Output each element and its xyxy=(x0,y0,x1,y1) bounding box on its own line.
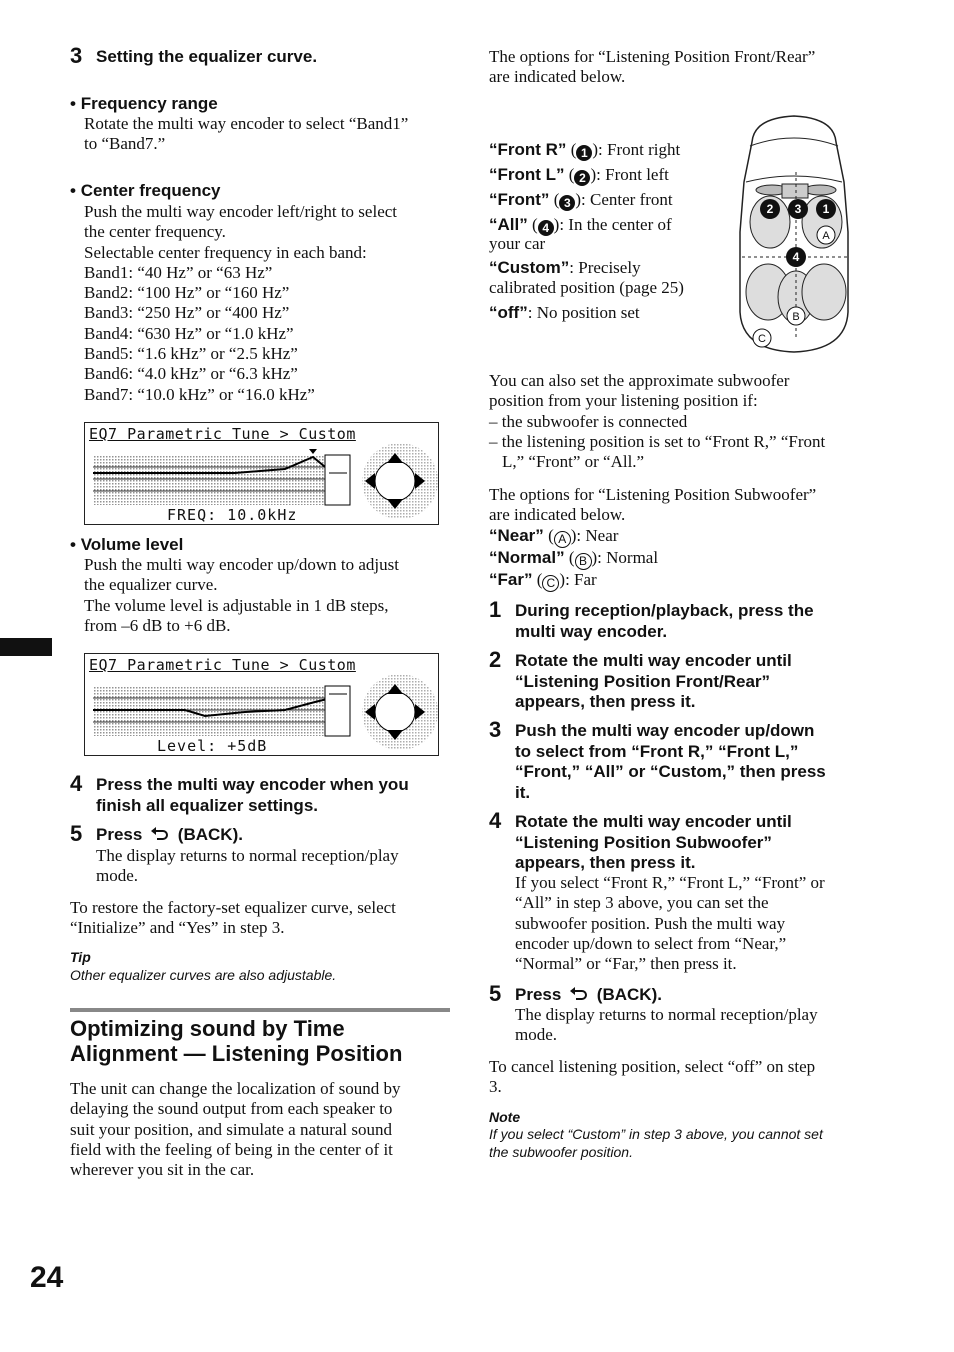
step-1-title: During reception/playback, press the multi way encoder. xyxy=(515,601,814,641)
center-frequency-text: Push the multi way encoder left/right to select the center frequency. Selectable center frequency in each band: Band1: “40 Hz” or “63 Hz” Band2: “100 Hz” or “160 Hz” Band3: “250 Hz” or “400 Hz” Band4: “630 Hz” or “1.0 kHz” Band5: “1.6 kHz” or “2.5 kHz” Band6: “4.0 kHz” or “6.3 kHz” Band7: “10.0 kHz” or “16.0 kHz” xyxy=(84,202,398,404)
step-4r-text: If you select “Front R,” “Front L,” “Front” or “All” in step 3 above, you can set the subwoofer position. Push the multi way encoder up/down to select from “Near,” “Normal” or “Far,” then press it. xyxy=(515,873,825,974)
eq-display-level xyxy=(84,653,439,756)
tip-text: Other equalizer curves are also adjustable. xyxy=(70,967,337,983)
section-divider xyxy=(70,1008,450,1012)
frequency-range-heading: • Frequency range xyxy=(70,94,218,113)
step-5r-text: The display returns to normal reception/play mode. xyxy=(515,1005,818,1045)
restore-text: To restore the factory-set equalizer curve, select “Initialize” and “Yes” in step 3. xyxy=(70,898,396,938)
option-far: “Far” ( C ): Far xyxy=(489,569,597,590)
option-custom: “Custom”: Precisely calibrated position (page 25) xyxy=(489,258,684,298)
step-3r-title: Push the multi way encoder up/down to select from “Front R,” “Front L,” “Front,” “All” or “Custom,” then press it. xyxy=(515,721,826,802)
option-front-l: “Front L” ( 2 ): Front left xyxy=(489,165,669,185)
option-all-cont: your car xyxy=(489,234,546,253)
option-off: “off”: No position set xyxy=(489,303,640,322)
option-all: “All” ( 4 ): In the center of xyxy=(489,215,672,235)
eq-display-footer: Level: +5dB xyxy=(157,737,268,755)
option-near: “Near” ( A ): Near xyxy=(489,525,619,546)
step-4-title: Press the multi way encoder when you finish all equalizer settings. xyxy=(96,775,409,815)
option-front-r: “Front R” ( 1 ): Front right xyxy=(489,140,681,160)
volume-level-heading: • Volume level xyxy=(70,535,184,554)
back-icon xyxy=(569,987,589,1001)
step-3-number: 3 xyxy=(70,43,83,68)
diagram-label-a: A xyxy=(822,230,830,242)
note-label: Note xyxy=(489,1109,521,1125)
diagram-label-1: 1 xyxy=(822,202,830,216)
diagram-label-c: C xyxy=(758,333,766,345)
step-4r-number: 4 xyxy=(489,808,502,833)
note-text: If you select “Custom” in step 3 above, you cannot set the subwoofer position. xyxy=(489,1126,823,1160)
front-rear-options xyxy=(489,137,680,237)
option-normal: “Normal” ( B ): Normal xyxy=(489,547,659,568)
step-2-title: Rotate the multi way encoder until “Listening Position Front/Rear” appears, then press it. xyxy=(515,651,792,711)
step-3r-number: 3 xyxy=(489,717,502,742)
eq-display-title: EQ7 Parametric Tune > Custom xyxy=(89,425,356,443)
frequency-range-text: Rotate the multi way encoder to select “Band1” to “Band7.” xyxy=(84,114,409,154)
step-4-number: 4 xyxy=(70,771,83,796)
volume-level-text: Push the multi way encoder up/down to adjust the equalizer curve. The volume level is adjustable in 1 dB steps, from –6 dB to +6 dB. xyxy=(84,555,399,635)
back-icon xyxy=(150,827,170,841)
tip-label: Tip xyxy=(70,949,91,965)
section-heading: Optimizing sound by Time Alignment — Listening Position xyxy=(70,1016,403,1066)
step-4r-title: Rotate the multi way encoder until “Listening Position Subwoofer” appears, then press it. xyxy=(515,812,792,872)
step-5r-title: Press (BACK). xyxy=(515,985,662,1004)
diagram-label-2: 2 xyxy=(766,202,774,216)
step-2-number: 2 xyxy=(489,647,502,672)
diagram-label-3: 3 xyxy=(794,202,802,216)
section-body: The unit can change the localization of sound by delaying the sound output from each speaker to suit your position, and simulate a natural sound field with the feeling of being in the center of it wherever you sit in the car. xyxy=(70,1079,401,1180)
step-5r-number: 5 xyxy=(489,981,502,1006)
center-frequency-heading: • Center frequency xyxy=(70,181,221,200)
step-1-number: 1 xyxy=(489,597,502,622)
cancel-text: To cancel listening position, select “off” on step 3. xyxy=(489,1057,816,1097)
step-3-title: Setting the equalizer curve. xyxy=(96,47,318,66)
eq-display-frequency xyxy=(84,422,439,525)
step-5-title: Press (BACK). xyxy=(96,825,243,844)
section-tab-marker xyxy=(0,638,52,656)
front-rear-intro: The options for “Listening Position Front/Rear” are indicated below. xyxy=(489,47,816,87)
step-5-text: The display returns to normal reception/play mode. xyxy=(96,846,399,886)
diagram-label-4: 4 xyxy=(792,250,800,264)
option-front: “Front” ( 3 ): Center front xyxy=(489,190,673,210)
subwoofer-paragraph: You can also set the approximate subwoofer position from your listening position if: – the subwoofer is connected – the listening position is set to “Front R,” “Front L,” “Front” or “All.” xyxy=(489,371,826,472)
page-number: 24 xyxy=(30,1261,64,1294)
car-seating-diagram xyxy=(732,112,856,356)
step-5-number: 5 xyxy=(70,821,83,846)
subwoofer-options: The options for “Listening Position Subwoofer” are indicated below. “Near” ( A ): Near “Normal” ( B ): Normal “Far” ( C ): Far xyxy=(489,485,817,590)
eq-display-footer: FREQ: 10.0kHz xyxy=(167,506,298,524)
eq-display-title: EQ7 Parametric Tune > Custom xyxy=(89,656,356,674)
diagram-label-b: B xyxy=(792,311,800,323)
